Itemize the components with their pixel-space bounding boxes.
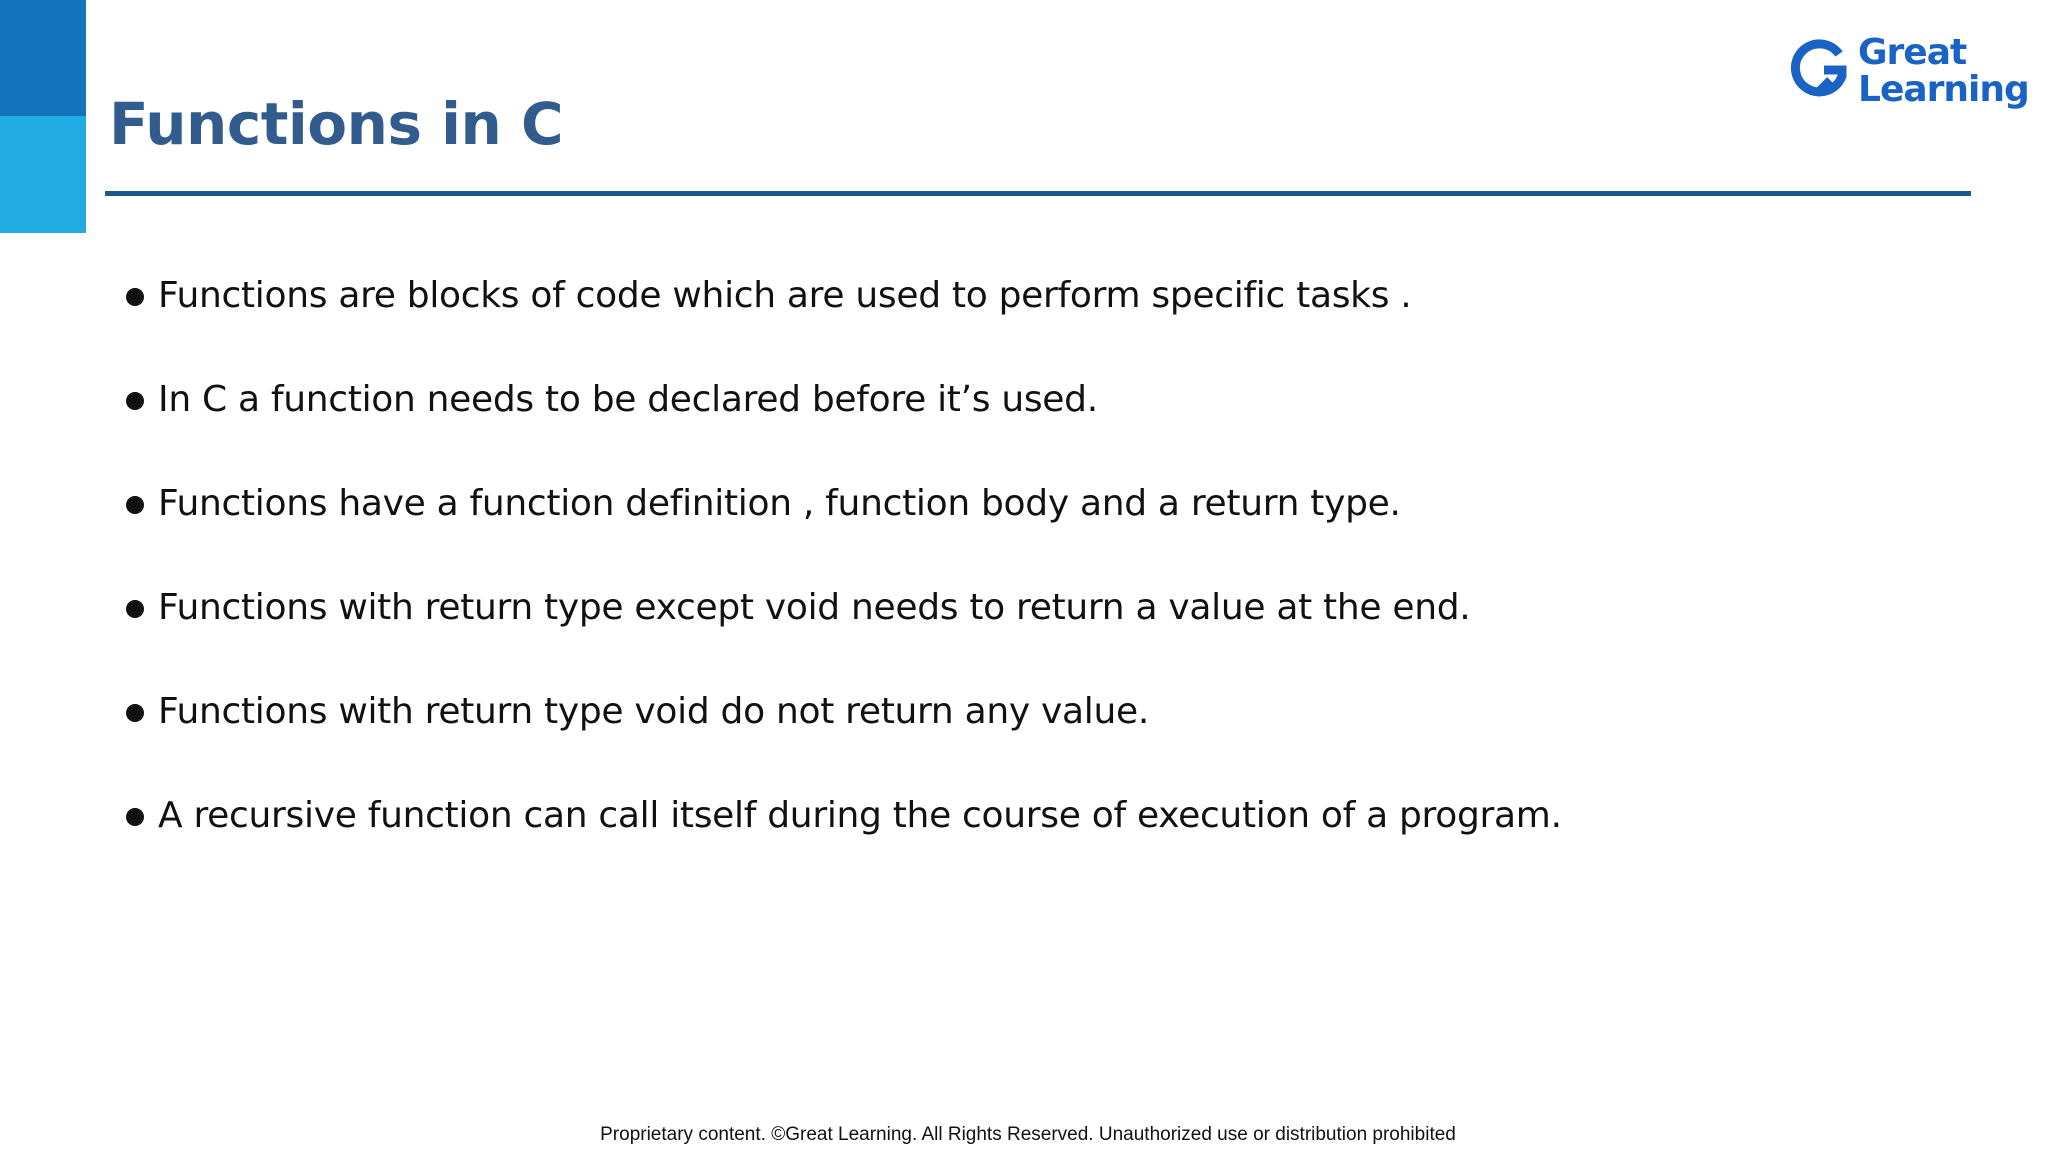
bullet-item	[126, 786, 1562, 890]
bullet-item	[126, 474, 1562, 578]
bullet-text: Functions are blocks of code which are used to perform specific tasks .	[158, 275, 1412, 316]
title-divider	[105, 191, 1971, 196]
bullet-dot-icon	[126, 704, 144, 722]
bullet-list	[126, 266, 1562, 890]
bullet-dot-icon	[126, 808, 144, 826]
brand-wordmark-line2: Learning	[1858, 69, 2029, 110]
bullet-item	[126, 578, 1562, 682]
bullet-item	[126, 266, 1562, 370]
brand-logo	[1790, 32, 2029, 110]
bullet-text: In C a function needs to be declared before it’s used.	[158, 379, 1098, 420]
bullet-item	[126, 370, 1562, 474]
bullet-text: Functions with return type void do not return any value.	[158, 691, 1149, 732]
bullet-text: Functions have a function definition , function body and a return type.	[158, 483, 1401, 524]
great-learning-g-icon	[1790, 36, 1850, 106]
bullet-text: A recursive function can call itself during the course of execution of a program.	[158, 795, 1562, 836]
brand-wordmark	[1858, 34, 2029, 108]
bullet-dot-icon	[126, 392, 144, 410]
corner-accent-dark	[0, 0, 86, 116]
corner-accent-light	[0, 116, 86, 233]
bullet-text: Functions with return type except void needs to return a value at the end.	[158, 587, 1471, 628]
slide-title: Functions in C	[109, 90, 564, 158]
bullet-item	[126, 682, 1562, 786]
bullet-dot-icon	[126, 496, 144, 514]
brand-wordmark-line1: Great	[1858, 32, 1967, 73]
bullet-dot-icon	[126, 600, 144, 618]
copyright-footer: Proprietary content. ©Great Learning. All Rights Reserved. Unauthorized use or distribution prohibited	[600, 1124, 1456, 1145]
bullet-dot-icon	[126, 288, 144, 306]
